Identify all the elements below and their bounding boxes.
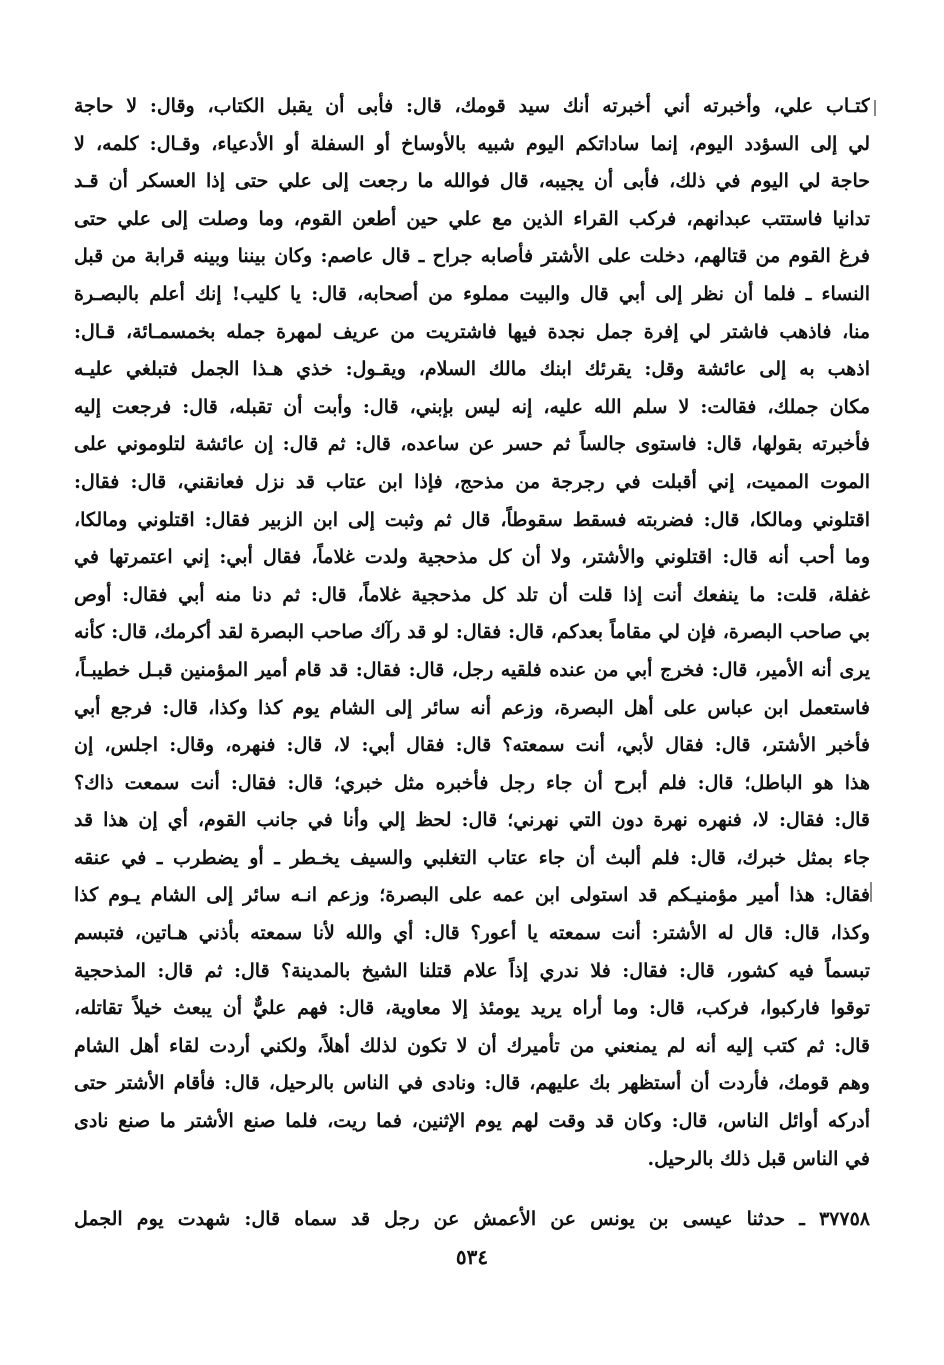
text-line: وما أحب أنه قال: اقتلوني والأشتر، ولا أن كل مذحجية ولدت غلاماً، فقال أبي: إني اعتمرتها في <box>74 546 870 569</box>
text-line: حاجة لي اليوم في ذلك، فأبى أن يجيبه، قال فوالله ما رجعت إلى علي حتى إذا العسكر أن قـد <box>74 170 870 193</box>
text-line: بي صاحب البصرة، فإن لي مقاماً بعدكم، قال: فقال: لو قد رآك صاحب البصرة لقد أكرمك، قال: كأنه <box>74 621 870 644</box>
text-line: غفلة، قلت: ما ينفعك أنت إذا قلت أن تلد كل مذحجية غلاماً، قال: ثم دنا منه أبي فقال: أوص <box>74 583 870 606</box>
text-line: قال: فقال: لا، فنهره نهرة دون التي نهرني؛ قال: لحظ إلي وأنا في جانب القوم، أي إن هذا قد <box>74 809 870 832</box>
text-line: تبسماً فيه كشور، قال: فقال: فلا ندري إذاً علام قتلنا الشيخ بالمدينة؟ قال: ثم قال: المذحجية <box>74 959 870 982</box>
text-line: فأخبرته بقولها، قال: فاستوى جالساً ثم حسر عن ساعده، قال: ثم قال: إن عائشة لتلوموني على <box>74 433 870 456</box>
text-line: جاء بمثل خبرك، قال: فلم ألبث أن جاء عتاب التغلبي والسيف يخـطر ـ أو يضطرب ـ في عنقه <box>74 846 870 869</box>
text-line: يرى أنه الأمير، قال: فخرج أبي من عنده فلقيه رجل، قال: فقال: قد قام أمير المؤمنين قبـل خطيبـاً، <box>74 658 870 681</box>
page-number: ٥٣٤ <box>455 1245 489 1269</box>
text-line: اقتلوني ومالكا، قال: فضربته فسقط سقوطاً، قال ثم وثبت إلى ابن الزبير فقال: اقتلوني ومالكا، <box>74 508 870 531</box>
text-line: قال: ثم كتب إليه أنه لم يمنعني من تأميرك أن لا تكون لذلك أهلاً، ولكني أردت لقاء أهل الشام <box>74 1034 870 1057</box>
margin-mark-top <box>874 100 876 116</box>
text-line: توقوا فاركبوا، فركب، قال: وما أراه يريد يومئذ إلا معاوية، قال: فهم عليٌّ أن يبعث خيلاً تقاتله، <box>74 997 870 1020</box>
text-line: منا، فاذهب فاشتر لي إفرة جمل نجدة فيها فاشتريت من عريف لمهرة جمله بخمسمـائة، قـال: <box>74 320 870 343</box>
text-line: وكذا، قال: قال له الأشتر: أنت سمعته يا أعور؟ قال: أي والله لأنا سمعته بأذني هـاتين، فتبسم <box>74 922 870 945</box>
text-line: لي إلى السؤدد اليوم، إنما ساداتكم اليوم شبيه بالأوساخ أو السفلة أو الأدعياء، وقـال: كلمه، لا <box>74 132 870 155</box>
text-line: وهم قومك، فأردت أن أستظهر بك عليهم، قال: ونادى في الناس بالرحيل، قال: فأقام الأشتر حتى <box>74 1072 870 1095</box>
text-line: كتـاب علي، وأخبرته أني أخبرته أنك سيد قومك، قال: فأبى أن يقبل الكتاب، وقال: لا حاجة <box>74 95 870 117</box>
margin-mark-middle <box>870 882 872 902</box>
text-line: اذهب به إلى عائشة وقل: يقرئك ابنك مالك السلام، ويقـول: خذي هـذا الجمل فتبلغي عليـه <box>74 358 870 381</box>
text-line: الموت المميت، إني أقبلت في رجرجة من مذحج، فإذا ابن عتاب قد نزل فعانقني، قال: فقال: <box>74 470 870 493</box>
main-text-block <box>74 88 870 1178</box>
text-line: مكان جملك، فقالت: لا سلم الله عليه، إنه ليس بإبني، قال: وأبت أن تقبله، قال: فرجعت إليه <box>74 395 870 418</box>
text-line-last: في الناس قبل ذلك بالرحيل. <box>647 1147 870 1170</box>
text-line: فأخبر الأشتر، قال: فقال لأبي، أنت سمعته؟ قال: فقال أبي: لا، قال: فنهره، وقال: اجلس، إن <box>74 734 870 757</box>
hadith-heading: ٣٧٧٥٨ ـ حدثنا عيسى بن يونس عن الأعمش عن رجل قد سماه قال: شهدت يوم الجمل <box>74 1208 870 1230</box>
text-line: فرغ القوم من قتالهم، دخلت على الأشتر فأصابه جراح ـ قال عاصم: وكان بيننا وبينه قرابة من قبل <box>74 245 870 268</box>
text-line: فقال: هذا أمير مؤمنيـكم قد استولى ابن عمه على البصرة؛ وزعم انـه سائر إلى الشام يـوم كذا <box>74 884 870 907</box>
text-line: أدركه أوائل الناس، قال: وكان قد وقت لهم يوم الإثنين، فما ريت، فلما صنع الأشتر ما صنع نادى <box>74 1110 870 1133</box>
text-line: هذا هو الباطل؛ قال: فلم أبرح أن جاء رجل فأخبره مثل خبري؛ قال: فقال: أنت سمعت ذاك؟ <box>74 771 870 794</box>
text-line: تدانيا فاستتب عبدانهم، فركب القراء الذين مع علي حين أطعن القوم، وما وصلت إلى علي حتى <box>74 207 870 230</box>
text-line: النساء ـ فلما أن نظر إلى أبي قال والبيت مملوء من أصحابه، قال: يا كليب! إنك أعلم بالبصـرة <box>74 282 870 305</box>
text-line: فاستعمل ابن عباس على أهل البصرة، وزعم أنه سائر إلى الشام يوم كذا وكذا، قال: فرجع أبي <box>74 696 870 719</box>
